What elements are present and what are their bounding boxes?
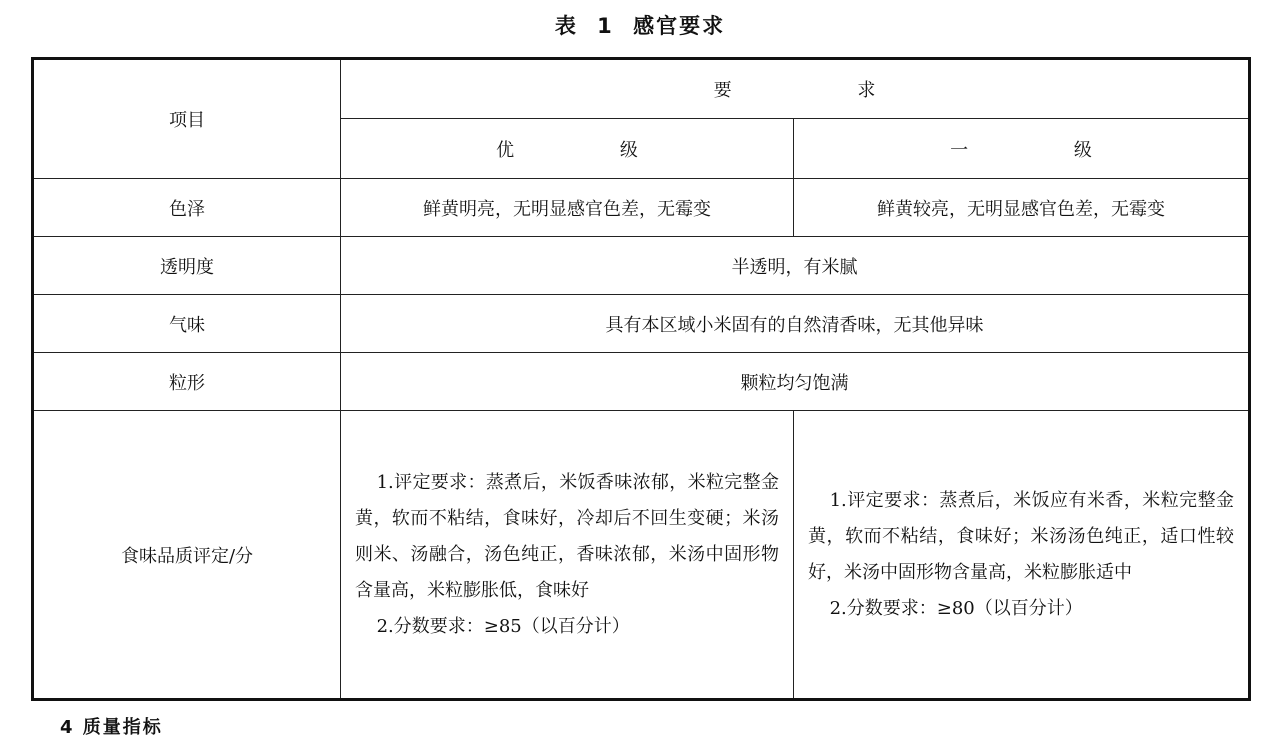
grade-a-evaluation-text: 1.评定要求：蒸煮后，米饭香味浓郁，米粒完整金黄，软而不粘结，食味好，冷却后不回生变硬；米汤则米、汤融合，汤色纯正，香味浓郁，米汤中固形物含量高，米粒膨胀低，食味好	[355, 471, 779, 601]
table-row	[33, 411, 1250, 700]
table-row	[33, 353, 1250, 411]
row-item-color: 色泽	[33, 179, 341, 237]
row-transparency-value: 半透明，有米腻	[341, 237, 1250, 295]
row-item-grain-shape: 粒形	[33, 353, 341, 411]
row-item-eating-quality: 食味品质评定/分	[33, 411, 341, 700]
row-color-grade-b: 鲜黄较亮，无明显感官色差，无霉变	[794, 179, 1250, 237]
table-header-row	[33, 59, 1250, 119]
row-color-grade-a: 鲜黄明亮，无明显感官色差，无霉变	[341, 179, 794, 237]
grade-b-score-text: 2.分数要求：≥80（以百分计）	[829, 597, 1083, 619]
row-item-transparency: 透明度	[33, 237, 341, 295]
row-eating-quality-grade-a	[341, 411, 794, 700]
row-odor-value: 具有本区域小米固有的自然清香味，无其他异味	[341, 295, 1250, 353]
header-requirements-label: 要 求	[713, 80, 936, 101]
next-section-heading: 4 质量指标	[60, 717, 163, 738]
row-grain-shape-value: 颗粒均匀饱满	[341, 353, 1250, 411]
row-eating-quality-grade-b	[794, 411, 1250, 700]
table-row	[33, 237, 1250, 295]
header-grade-b-label: 一 级	[950, 139, 1142, 161]
grade-a-score-text: 2.分数要求：≥85（以百分计）	[376, 615, 630, 637]
row-item-odor: 气味	[33, 295, 341, 353]
header-grade-a-label: 优 级	[496, 139, 688, 161]
table-row	[33, 295, 1250, 353]
header-grade-a	[341, 119, 794, 179]
header-requirements	[341, 59, 1250, 119]
table-row	[33, 179, 1250, 237]
grade-b-evaluation-text: 1.评定要求：蒸煮后，米饭应有米香，米粒完整金黄，软而不粘结，食味好；米汤汤色纯正，适口性较好，米汤中固形物含量高，米粒膨胀适中	[808, 489, 1235, 583]
header-item: 项目	[33, 59, 341, 179]
sensory-requirements-table	[31, 57, 1251, 701]
table-title: 表 1 感官要求	[554, 14, 726, 38]
header-grade-b	[794, 119, 1250, 179]
